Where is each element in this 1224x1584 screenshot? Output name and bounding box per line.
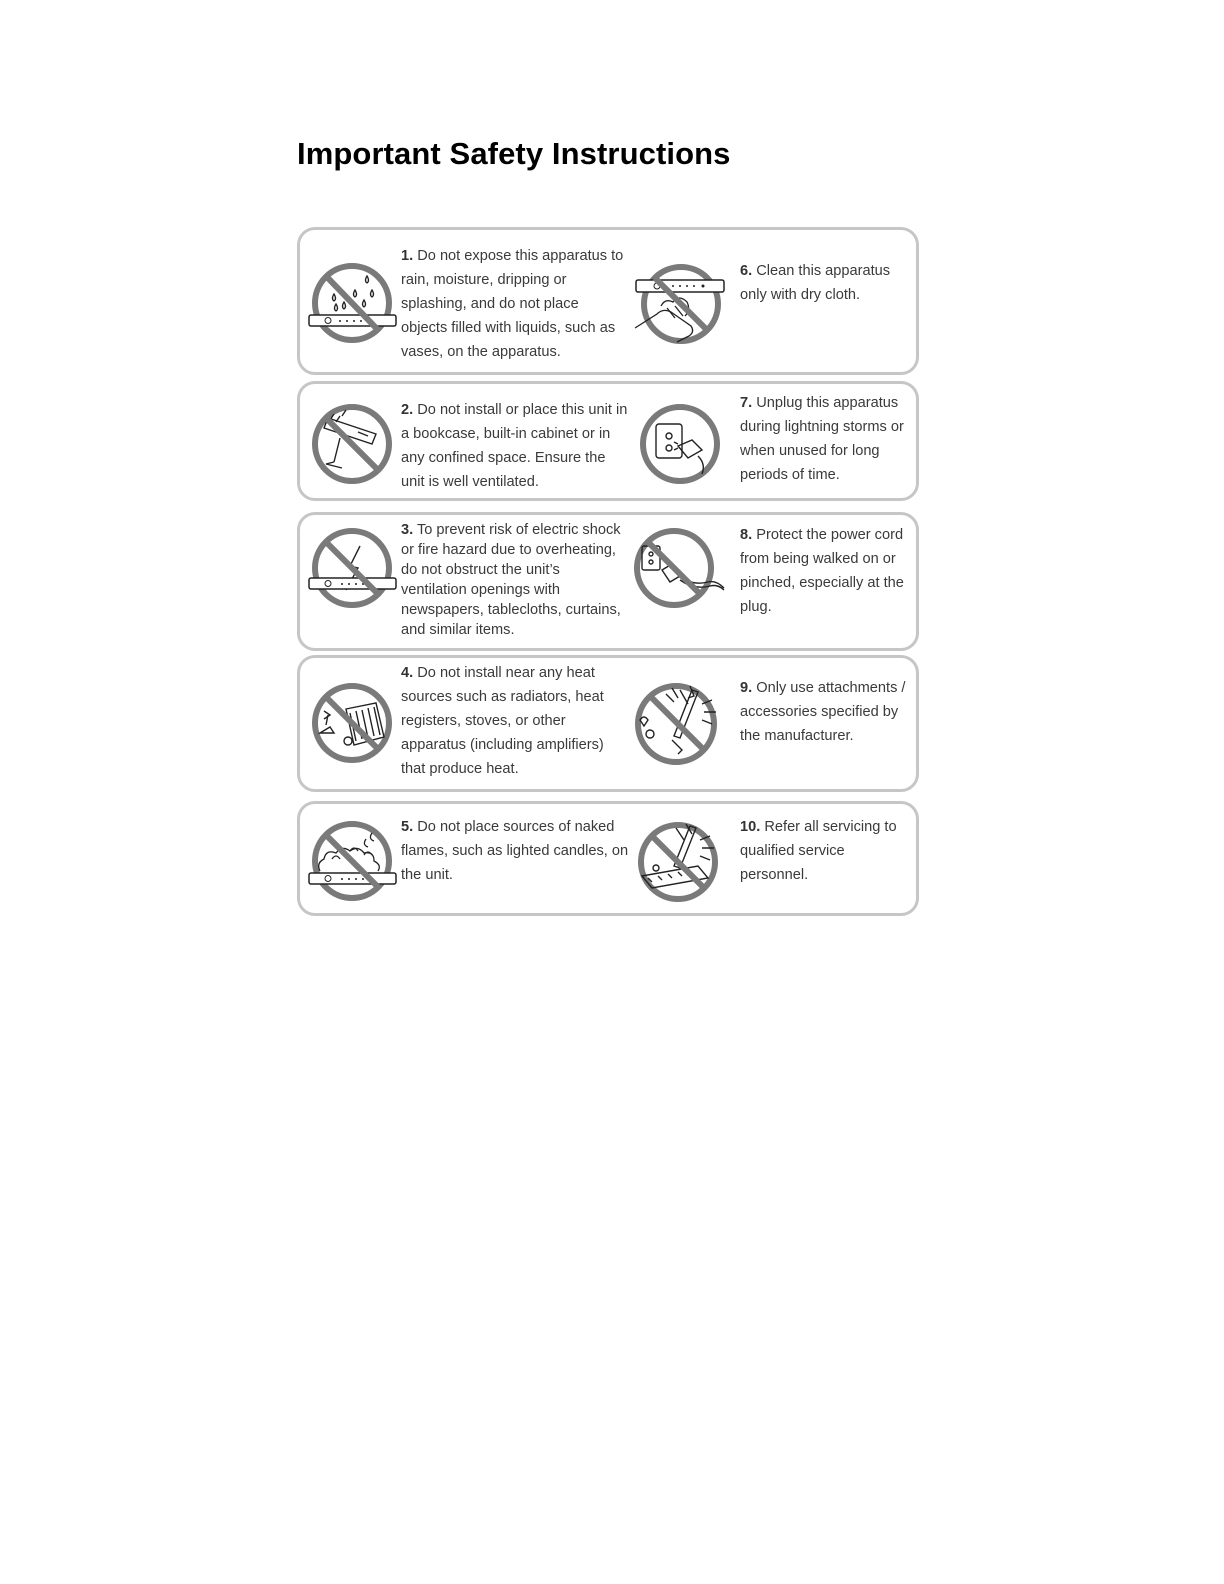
instruction-number: 2.	[401, 402, 414, 418]
no-naked-flames-icon	[306, 819, 398, 903]
no-self-servicing-icon	[636, 818, 724, 904]
instruction-text: Do not install or place this unit in a bookcase, built-in cabinet or in any confined space. Ensure the unit is well ventilated.	[401, 402, 628, 490]
instruction-8	[740, 523, 916, 619]
instruction-number: 8.	[740, 527, 753, 543]
instruction-10	[740, 815, 916, 887]
instruction-text: Do not expose this apparatus to rain, moisture, dripping or splashing, and do not place objects filled with liquids, such as vases, on the apparatus.	[401, 248, 624, 360]
unplug-icon	[638, 402, 722, 486]
instruction-1	[401, 244, 627, 364]
instruction-number: 6.	[740, 263, 753, 279]
no-heat-source-icon	[310, 681, 394, 765]
page-title: Important Safety Instructions	[297, 136, 731, 171]
protect-power-cord-icon	[632, 526, 728, 610]
instruction-6	[740, 259, 910, 307]
instruction-text: Do not install near any heat sources such as radiators, heat registers, stoves, or other apparatus (including amplifiers) that produce heat.	[401, 665, 604, 777]
no-unauthorized-accessories-icon	[632, 680, 722, 766]
instruction-number: 9.	[740, 680, 753, 696]
instruction-text: Unplug this apparatus during lightning storms or when unused for long periods of time.	[740, 395, 904, 483]
instruction-number: 5.	[401, 819, 414, 835]
instruction-4	[401, 661, 621, 781]
instruction-text: Protect the power cord from being walked on or pinched, especially at the plug.	[740, 527, 904, 615]
instruction-text: Clean this apparatus only with dry cloth.	[740, 263, 891, 303]
instruction-number: 10.	[740, 819, 761, 835]
instruction-2	[401, 398, 631, 494]
instruction-number: 7.	[740, 395, 753, 411]
instruction-5	[401, 815, 631, 887]
instruction-text: Only use attachments / accessories specified by the manufacturer.	[740, 680, 906, 744]
instruction-number: 3.	[401, 522, 414, 538]
instruction-number: 4.	[401, 665, 414, 681]
instruction-number: 1.	[401, 248, 414, 264]
no-liquids-icon	[306, 262, 398, 346]
instruction-text: To prevent risk of electric shock or fire hazard due to overheating, do not obstruct the unit’s ventilation openings with newspapers, tablecloths, curtains, and similar items.	[401, 522, 621, 638]
instruction-3	[401, 520, 621, 640]
instruction-9	[740, 676, 916, 748]
no-obstruct-vents-icon	[306, 526, 398, 610]
instruction-text: Do not place sources of naked flames, such as lighted candles, on the unit.	[401, 819, 629, 883]
no-confined-space-icon	[310, 402, 394, 486]
no-wet-cleaning-icon	[633, 262, 727, 346]
instruction-7	[740, 391, 916, 487]
instruction-text: Refer all servicing to qualified service personnel.	[740, 819, 897, 883]
